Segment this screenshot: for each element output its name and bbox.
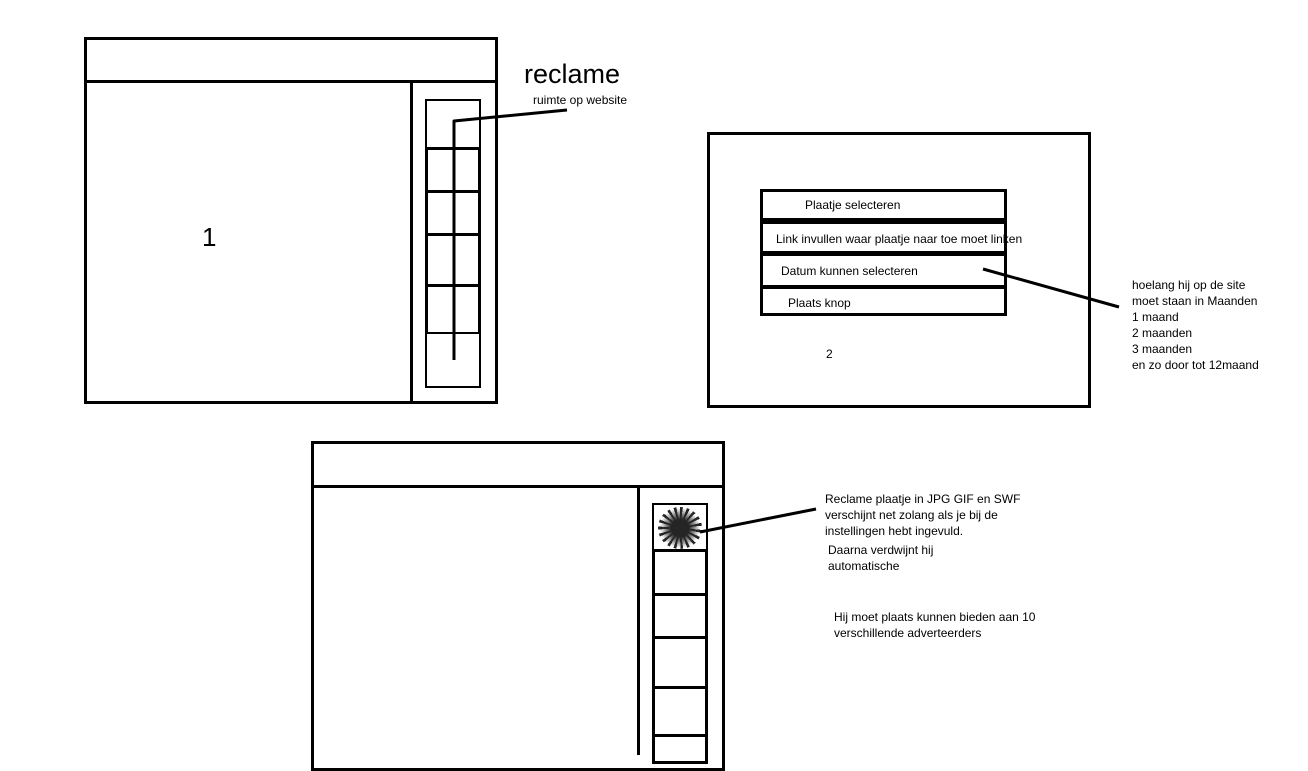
sketch1-ad-slot: [425, 190, 481, 236]
sketch1-ad-slot: [425, 147, 481, 193]
sketch1-ad-slot: [425, 284, 481, 336]
sketch3-ad-slot: [652, 593, 708, 639]
sketch1-ad-slot: [425, 332, 481, 388]
note-line: Daarna verdwijnt hij: [828, 543, 934, 557]
sketch2-number: 2: [826, 347, 833, 361]
note-line: automatische: [828, 559, 900, 573]
sketch3-ad-slot: [652, 549, 708, 597]
sketch3-ad-slot: [652, 686, 708, 738]
note-line: 2 maanden: [1132, 326, 1193, 340]
sketch1-title: reclame: [524, 59, 621, 89]
note-line: verschillende adverteerders: [834, 626, 982, 640]
ad-image-placeholder-icon: [658, 507, 702, 549]
note-line: 1 maand: [1132, 310, 1179, 324]
note-line: Hij moet plaats kunnen bieden aan 10: [834, 610, 1036, 624]
sketch1-ad-slot: [425, 99, 481, 149]
place-button[interactable]: Plaats knop: [760, 286, 1007, 316]
note-line: en zo door tot 12maand: [1132, 358, 1259, 372]
sketch1-header-divider: [84, 80, 498, 83]
link-input-field[interactable]: Link invullen waar plaatje naar toe moet linken: [760, 221, 1007, 254]
date-select-field[interactable]: Datum kunnen selecteren: [760, 253, 1007, 288]
sketch3-ad-slot: [652, 636, 708, 690]
note-line: instellingen hebt ingevuld.: [825, 524, 964, 538]
select-image-button[interactable]: Plaatje selecteren: [760, 189, 1007, 221]
sketch3-header-divider: [311, 485, 725, 488]
note-line: hoelang hij op de site: [1132, 278, 1246, 292]
sketch1-number: 1: [202, 222, 217, 252]
sketch1-ad-slot: [425, 233, 481, 287]
sketch3-sidebar-divider: [637, 485, 640, 755]
note-line: 3 maanden: [1132, 342, 1193, 356]
sketch1-subtitle: ruimte op website: [533, 93, 628, 107]
sketch1-sidebar-divider: [410, 80, 413, 404]
note-line: moet staan in Maanden: [1132, 294, 1258, 308]
note-line: Reclame plaatje in JPG GIF en SWF: [825, 492, 1021, 506]
sketch3-ad-slot: [652, 734, 708, 764]
note-line: verschijnt net zolang als je bij de: [825, 508, 998, 522]
